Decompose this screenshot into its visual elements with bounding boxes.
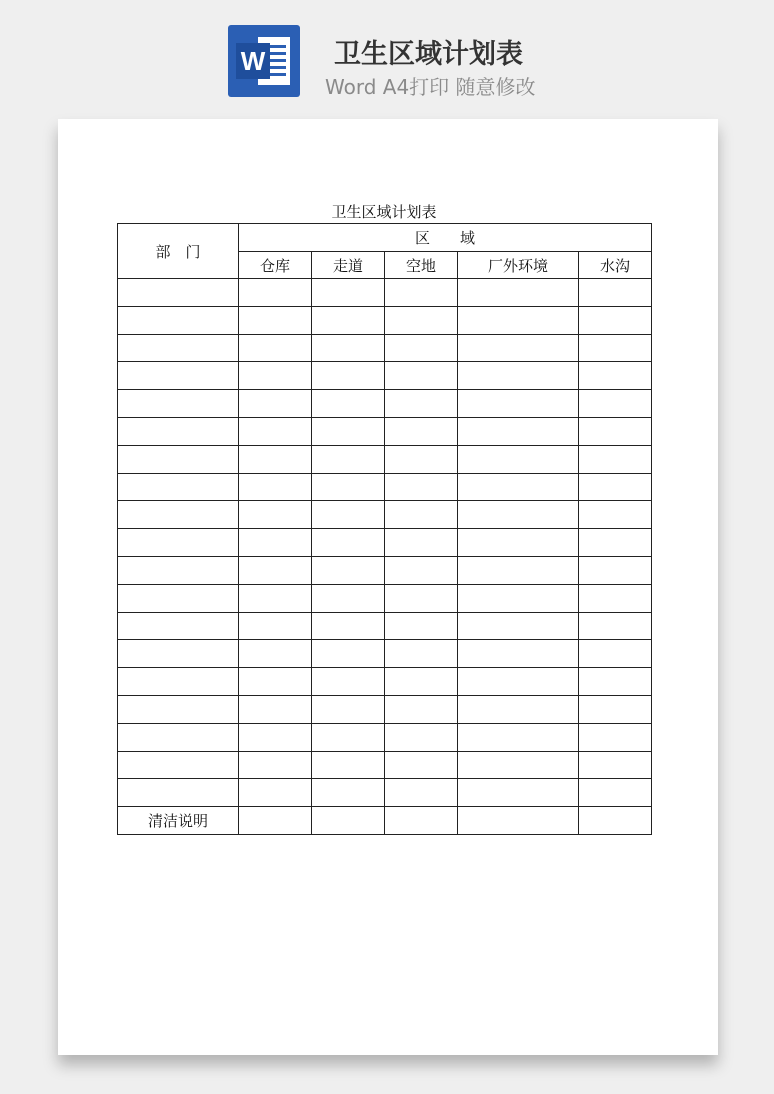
table-cell[interactable]: [312, 612, 385, 640]
table-cell[interactable]: [458, 584, 579, 612]
table-cell[interactable]: [385, 417, 458, 445]
table-cell[interactable]: [312, 695, 385, 723]
table-cell[interactable]: [118, 501, 239, 529]
table-row: [118, 501, 652, 529]
table-row: [118, 334, 652, 362]
table-cell[interactable]: [385, 640, 458, 668]
table-cell[interactable]: [458, 529, 579, 557]
table-cell[interactable]: [579, 445, 652, 473]
table-row: [118, 390, 652, 418]
table-cell[interactable]: [118, 279, 239, 307]
table-cell[interactable]: [118, 473, 239, 501]
table-cell[interactable]: [312, 279, 385, 307]
department-header: 部 门: [118, 224, 239, 279]
table-row: [118, 640, 652, 668]
table-row: [118, 529, 652, 557]
table-cell[interactable]: [385, 390, 458, 418]
table-row: [118, 584, 652, 612]
table-cell[interactable]: [579, 668, 652, 696]
table-cell[interactable]: [579, 501, 652, 529]
table-cell[interactable]: [239, 279, 312, 307]
word-letter-icon: W: [236, 43, 270, 79]
table-row: [118, 723, 652, 751]
column-header-open-space: 空地: [385, 252, 458, 279]
table-cell[interactable]: [239, 529, 312, 557]
table-cell[interactable]: [118, 695, 239, 723]
table-cell[interactable]: [458, 612, 579, 640]
table-row: [118, 668, 652, 696]
table-cell[interactable]: [118, 417, 239, 445]
area-plan-table: [117, 223, 652, 835]
table-cell[interactable]: [312, 807, 385, 835]
table-cell[interactable]: [239, 751, 312, 779]
table-cell[interactable]: [579, 584, 652, 612]
table-cell[interactable]: [385, 306, 458, 334]
column-header-aisle: 走道: [312, 252, 385, 279]
table-cell[interactable]: [312, 362, 385, 390]
table-cell[interactable]: [239, 306, 312, 334]
cleaning-notes-label: 清洁说明: [118, 807, 239, 835]
table-row: [118, 695, 652, 723]
table-cell[interactable]: [458, 445, 579, 473]
banner: [0, 0, 774, 110]
area-header: 区 域: [239, 224, 652, 252]
document-page: [58, 119, 718, 1055]
table-cell[interactable]: [458, 807, 579, 835]
table-cell[interactable]: [458, 279, 579, 307]
table-cell[interactable]: [239, 640, 312, 668]
table-cell[interactable]: [239, 390, 312, 418]
table-cell[interactable]: [239, 723, 312, 751]
banner-title: 卫生区域计划表: [334, 39, 523, 70]
banner-subtitle: Word A4打印 随意修改: [325, 75, 536, 99]
column-header-outside-area: 厂外环境: [458, 252, 579, 279]
table-cell[interactable]: [458, 362, 579, 390]
table-cell[interactable]: [385, 529, 458, 557]
table-cell[interactable]: [312, 390, 385, 418]
table-cell[interactable]: [239, 501, 312, 529]
table-cell[interactable]: [579, 390, 652, 418]
table-cell[interactable]: [579, 751, 652, 779]
table-row: [118, 445, 652, 473]
table-cell[interactable]: [579, 473, 652, 501]
table-cell[interactable]: [239, 556, 312, 584]
word-app-icon: [228, 25, 300, 97]
table-row: [118, 556, 652, 584]
table-cell[interactable]: [312, 668, 385, 696]
column-header-warehouse: 仓库: [239, 252, 312, 279]
cleaning-notes-row: [118, 807, 652, 835]
table-cell[interactable]: [458, 417, 579, 445]
table-cell[interactable]: [118, 445, 239, 473]
table-cell[interactable]: [385, 501, 458, 529]
table-cell[interactable]: [458, 306, 579, 334]
table-cell[interactable]: [118, 306, 239, 334]
table-cell[interactable]: [385, 779, 458, 807]
table-cell[interactable]: [312, 445, 385, 473]
table-cell[interactable]: [579, 807, 652, 835]
table-cell[interactable]: [118, 556, 239, 584]
table-cell[interactable]: [579, 334, 652, 362]
table-cell[interactable]: [118, 779, 239, 807]
table-title: 卫生区域计划表: [331, 203, 437, 221]
table-cell[interactable]: [579, 723, 652, 751]
table-cell[interactable]: [385, 279, 458, 307]
table-row: [118, 362, 652, 390]
table-cell[interactable]: [579, 695, 652, 723]
table-cell[interactable]: [118, 362, 239, 390]
table-cell[interactable]: [385, 445, 458, 473]
table-cell[interactable]: [579, 640, 652, 668]
table-cell[interactable]: [385, 584, 458, 612]
table-cell[interactable]: [458, 640, 579, 668]
table-cell[interactable]: [458, 751, 579, 779]
table-cell[interactable]: [579, 529, 652, 557]
table-cell[interactable]: [312, 473, 385, 501]
table-cell[interactable]: [312, 723, 385, 751]
table-cell[interactable]: [239, 362, 312, 390]
table-cell[interactable]: [579, 612, 652, 640]
table-cell[interactable]: [118, 723, 239, 751]
table-cell[interactable]: [118, 529, 239, 557]
table-cell[interactable]: [385, 695, 458, 723]
table-row: [118, 779, 652, 807]
table-cell[interactable]: [312, 640, 385, 668]
table-cell[interactable]: [239, 417, 312, 445]
table-cell[interactable]: [458, 723, 579, 751]
table-cell[interactable]: [118, 334, 239, 362]
table-cell[interactable]: [118, 584, 239, 612]
table-cell[interactable]: [118, 612, 239, 640]
table-cell[interactable]: [118, 668, 239, 696]
table-cell[interactable]: [385, 473, 458, 501]
table-row: [118, 751, 652, 779]
table-cell[interactable]: [385, 362, 458, 390]
table-cell[interactable]: [312, 751, 385, 779]
table-row: [118, 279, 652, 307]
table-cell[interactable]: [458, 473, 579, 501]
table-cell[interactable]: [385, 668, 458, 696]
table-row: [118, 306, 652, 334]
table-cell[interactable]: [312, 529, 385, 557]
table-row: [118, 417, 652, 445]
table-cell[interactable]: [579, 306, 652, 334]
table-cell[interactable]: [458, 779, 579, 807]
table-cell[interactable]: [579, 779, 652, 807]
table-cell[interactable]: [118, 640, 239, 668]
table-cell[interactable]: [385, 751, 458, 779]
table-cell[interactable]: [239, 584, 312, 612]
table-cell[interactable]: [458, 501, 579, 529]
table-cell[interactable]: [385, 723, 458, 751]
table-cell[interactable]: [385, 334, 458, 362]
table-cell[interactable]: [312, 306, 385, 334]
table-cell[interactable]: [385, 807, 458, 835]
table-cell[interactable]: [239, 807, 312, 835]
table-cell[interactable]: [385, 556, 458, 584]
table-cell[interactable]: [312, 584, 385, 612]
table-cell[interactable]: [385, 612, 458, 640]
table-cell[interactable]: [579, 279, 652, 307]
column-header-drain: 水沟: [579, 252, 652, 279]
table-cell[interactable]: [312, 501, 385, 529]
table-cell[interactable]: [579, 556, 652, 584]
table-cell[interactable]: [458, 390, 579, 418]
table-cell[interactable]: [118, 390, 239, 418]
table-cell[interactable]: [312, 334, 385, 362]
table-row: [118, 612, 652, 640]
table-cell[interactable]: [458, 695, 579, 723]
table-cell[interactable]: [312, 417, 385, 445]
table-cell[interactable]: [458, 556, 579, 584]
table-cell[interactable]: [239, 779, 312, 807]
table-cell[interactable]: [239, 445, 312, 473]
table-cell[interactable]: [458, 334, 579, 362]
table-row: [118, 473, 652, 501]
table-cell[interactable]: [579, 362, 652, 390]
table-cell[interactable]: [118, 751, 239, 779]
table-cell[interactable]: [239, 612, 312, 640]
table-cell[interactable]: [458, 668, 579, 696]
table-cell[interactable]: [239, 473, 312, 501]
table-cell[interactable]: [312, 556, 385, 584]
table-cell[interactable]: [579, 417, 652, 445]
table-cell[interactable]: [239, 334, 312, 362]
table-cell[interactable]: [312, 779, 385, 807]
table-cell[interactable]: [239, 695, 312, 723]
table-cell[interactable]: [239, 668, 312, 696]
